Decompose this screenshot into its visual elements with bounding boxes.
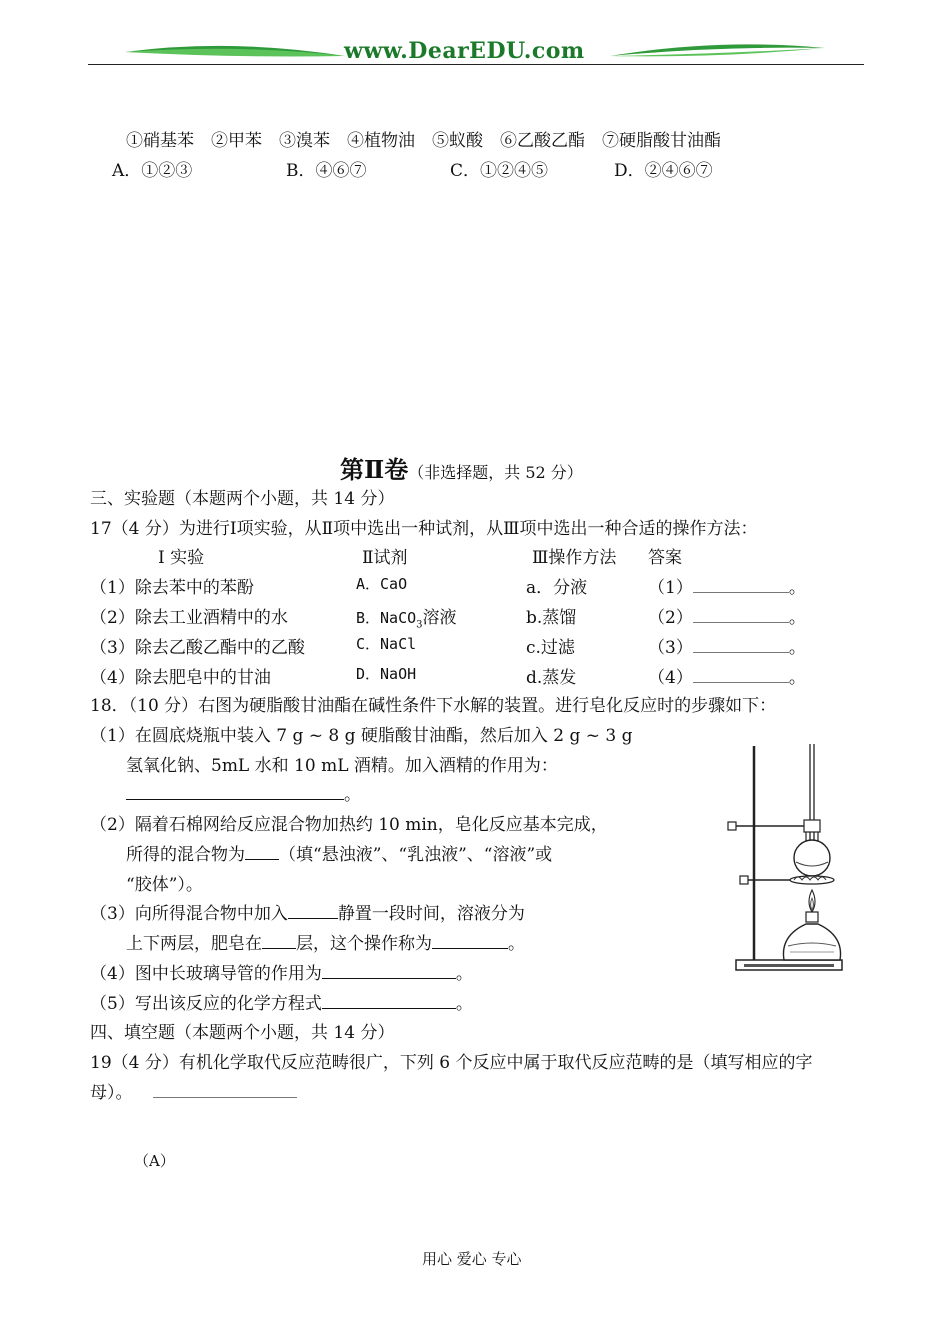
q18-part2-blank[interactable] bbox=[245, 845, 279, 860]
q17-row2-reagent bbox=[356, 603, 457, 630]
q16-choice-b: B．④⑥⑦ bbox=[286, 161, 367, 181]
q17-row2-reagent-subscript: 3 bbox=[416, 619, 423, 631]
q18-part4-text: （4）图中长玻璃导管的作用为 bbox=[90, 964, 322, 984]
q17-row2-experiment: （2）除去工业酒精中的水 bbox=[90, 608, 288, 628]
q17-row1-answer-label: （1） bbox=[648, 578, 693, 598]
q16-choice-a: A．①②③ bbox=[112, 161, 193, 181]
part2-title: 第Ⅱ卷 bbox=[340, 455, 409, 484]
q18-stem: 18．（10 分）右图为硬脂酸甘油酯在碱性条件下水解的装置。进行皂化反应时的步骤如下： bbox=[90, 696, 777, 716]
q18-part3-line2-a: 上下两层，肥皂在 bbox=[126, 934, 262, 954]
q17-row4-answer-blank[interactable] bbox=[693, 668, 789, 683]
q18-part3-line2-b: 层，这个操作称为 bbox=[296, 934, 432, 954]
q18-part5-text: （5）写出该反应的化学方程式 bbox=[90, 994, 322, 1014]
q18-part5 bbox=[90, 989, 473, 1014]
q18-part4-end: 。 bbox=[455, 964, 473, 984]
q18-part5-end: 。 bbox=[455, 994, 473, 1014]
q17-header-reagent: Ⅱ试剂 bbox=[362, 548, 408, 568]
saponification-apparatus-figure bbox=[722, 740, 852, 974]
q19-answer-blank[interactable] bbox=[153, 1083, 297, 1098]
q17-row3-answer bbox=[648, 633, 806, 658]
header-rule bbox=[88, 64, 864, 65]
q17-row1-answer-blank[interactable] bbox=[693, 578, 789, 593]
q17-row3-answer-label: （3） bbox=[648, 638, 693, 658]
q16-choice-c: C．①②④⑤ bbox=[450, 161, 549, 181]
q17-header-experiment: Ⅰ 实验 bbox=[158, 548, 205, 568]
q17-row4-answer-end: 。 bbox=[788, 668, 806, 688]
part2-subtitle: （非选择题，共 52 分） bbox=[408, 463, 583, 482]
q18-part3-end: 。 bbox=[508, 934, 525, 954]
q17-row2-answer-end: 。 bbox=[788, 608, 806, 628]
q18-part3-blank1[interactable] bbox=[288, 904, 338, 919]
q18-part3-line1-a: （3）向所得混合物中加入 bbox=[90, 904, 288, 924]
q17-header-answer: 答案 bbox=[648, 548, 682, 568]
q17-row2-reagent-tail: 溶液 bbox=[422, 608, 457, 628]
q18-part3-line1-b: 静置一段时间，溶液分为 bbox=[337, 904, 525, 924]
q18-part2-line2-a: 所得的混合物为 bbox=[126, 845, 245, 865]
q18-part2-line3: “胶体”）。 bbox=[126, 875, 203, 895]
q17-row3-answer-blank[interactable] bbox=[693, 638, 789, 653]
q17-row2-answer-blank[interactable] bbox=[693, 608, 789, 623]
page-footer: 用心 爱心 专心 bbox=[422, 1250, 522, 1268]
q18-part1-answer bbox=[126, 780, 361, 805]
q17-row1-method: a．分液 bbox=[526, 578, 588, 598]
q18-part2-line2 bbox=[126, 840, 552, 865]
q17-row2-method: b.蒸馏 bbox=[526, 608, 577, 628]
q18-part4 bbox=[90, 959, 473, 984]
q18-part3-blank2[interactable] bbox=[262, 934, 296, 949]
q18-part5-blank[interactable] bbox=[322, 994, 456, 1009]
q17-row1-experiment: （1）除去苯中的苯酚 bbox=[90, 578, 254, 598]
section4-heading: 四、填空题（本题两个小题，共 14 分） bbox=[90, 1023, 395, 1043]
q18-part4-blank[interactable] bbox=[322, 964, 456, 979]
q18-part3-blank3[interactable] bbox=[432, 934, 508, 949]
q19-line2-text: 母）。 bbox=[90, 1083, 133, 1103]
q18-part1-line2: 氢氧化钠、5mL 水和 10 mL 酒精。加入酒精的作用为： bbox=[126, 756, 558, 776]
q18-part3-line1 bbox=[90, 899, 525, 924]
q17-row3-reagent: C．NaCl bbox=[356, 635, 417, 653]
q17-row3-method: c.过滤 bbox=[526, 638, 575, 658]
q16-choice-d: D．②④⑥⑦ bbox=[614, 161, 713, 181]
q17-row2-reagent-formula: B．NaCO bbox=[356, 609, 417, 627]
q17-row1-answer bbox=[648, 573, 806, 598]
q17-stem: 17（4 分）为进行Ⅰ项实验，从Ⅱ项中选出一种试剂，从Ⅲ项中选出一种合适的操作方法： bbox=[90, 519, 758, 539]
q17-row3-experiment: （3）除去乙酸乙酯中的乙酸 bbox=[90, 638, 305, 658]
q17-row4-method: d.蒸发 bbox=[526, 668, 577, 688]
q18-part3-line2 bbox=[126, 929, 525, 954]
section3-heading: 三、实验题（本题两个小题，共 14 分） bbox=[90, 489, 395, 509]
q17-row1-reagent: A．CaO bbox=[356, 575, 408, 593]
q19-line1: 19（4 分）有机化学取代反应范畴很广，下列 6 个反应中属于取代反应范畴的是（填写相应的字 bbox=[90, 1053, 813, 1073]
q18-part2-line2-b: （填“悬浊液”、“乳浊液”、“溶液”或 bbox=[279, 845, 553, 865]
q18-part1-blank[interactable] bbox=[126, 785, 344, 800]
q17-row3-answer-end: 。 bbox=[788, 638, 806, 658]
q16-options-line: ①硝基苯 ②甲苯 ③溴苯 ④植物油 ⑤蚁酸 ⑥乙酸乙酯 ⑦硬脂酸甘油酯 bbox=[126, 131, 721, 151]
q17-header-method: Ⅲ操作方法 bbox=[532, 548, 617, 568]
q17-row1-answer-end: 。 bbox=[788, 578, 806, 598]
q17-row2-answer bbox=[648, 603, 806, 628]
q18-part1-line1: （1）在圆底烧瓶中装入 7 g ~ 8 g 硬脂酸甘油酯，然后加入 2 g ~ 3 g bbox=[90, 726, 633, 746]
q19-option-a: （A） bbox=[134, 1152, 175, 1170]
q17-row4-answer-label: （4） bbox=[648, 668, 693, 688]
q17-row4-answer bbox=[648, 663, 806, 688]
part2-title-block bbox=[340, 450, 583, 485]
q17-row4-experiment: （4）除去肥皂中的甘油 bbox=[90, 668, 271, 688]
header-site-logo: www.DearEDU.com bbox=[344, 38, 585, 64]
q18-part1-end: 。 bbox=[344, 785, 361, 805]
q18-part2-line1: （2）隔着石棉网给反应混合物加热约 10 min，皂化反应基本完成， bbox=[90, 815, 608, 835]
q17-row2-answer-label: （2） bbox=[648, 608, 693, 628]
q19-line2 bbox=[90, 1078, 297, 1103]
q17-row4-reagent: D．NaOH bbox=[356, 665, 417, 683]
